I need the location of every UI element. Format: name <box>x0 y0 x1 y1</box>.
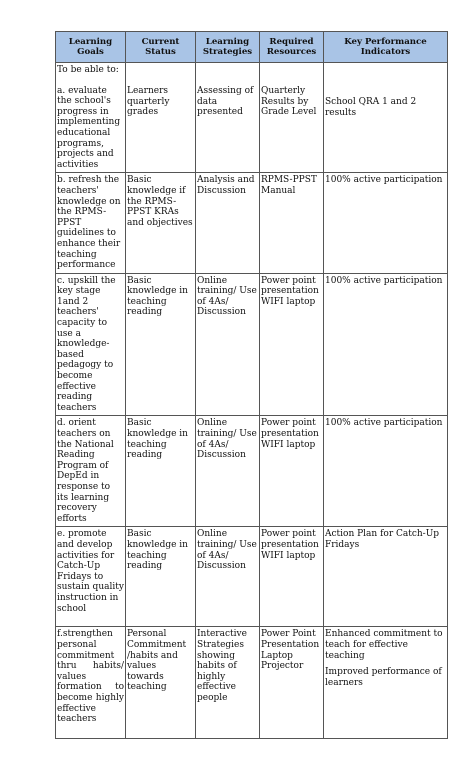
strategy-text: Online training/ Use of 4As/ Discussion <box>197 275 257 318</box>
goal-cell <box>56 627 126 739</box>
status-cell <box>126 63 196 173</box>
resources-cell <box>260 273 324 416</box>
intro-text: To be able to: <box>57 65 119 75</box>
kpi-cell <box>324 416 448 527</box>
kpi-text: Action Plan for Catch-Up Fridays <box>325 529 440 550</box>
goal-cell <box>56 173 126 273</box>
resources-cell <box>260 63 324 173</box>
goal-cell <box>56 527 126 627</box>
table-row <box>56 627 448 739</box>
status-text: Basic knowledge in teaching reading <box>127 275 188 318</box>
action-plan-table <box>55 31 448 739</box>
status-text: Basic knowledge if the RPMS-PPST KRAs and objectives <box>127 175 193 228</box>
resources-text: Power Point Presentation Laptop Projector <box>261 629 320 672</box>
goal-text: b. refresh the teachers' knowledge on the RPMS-PPST guidelines to enhance their teaching performance <box>57 175 121 271</box>
kpi-text: 100% active participation <box>325 275 443 286</box>
strategy-cell <box>196 416 260 527</box>
status-text: Basic knowledge in teaching reading <box>127 418 188 461</box>
strategy-cell <box>196 527 260 627</box>
kpi-text-2: Improved performance of learners <box>325 667 442 688</box>
status-text: Basic knowledge in teaching reading <box>127 529 188 572</box>
kpi-text: 100% active participation <box>325 418 443 429</box>
resources-text: Power point presentation WIFI laptop <box>261 275 319 307</box>
goal-cell <box>56 416 126 527</box>
kpi-text: School QRA 1 and 2 results <box>325 97 417 118</box>
kpi-text: Enhanced commitment to teach for effective teaching <box>325 629 443 661</box>
strategy-cell <box>196 63 260 173</box>
status-cell <box>126 527 196 627</box>
strategy-text: Online training/ Use of 4As/ Discussion <box>197 418 257 461</box>
status-cell <box>126 627 196 739</box>
resources-cell <box>260 416 324 527</box>
strategy-text: Analysis and Discussion <box>197 175 255 196</box>
header-kpi: Key Performance Indicators <box>324 32 448 63</box>
status-cell <box>126 273 196 416</box>
status-text: Personal Commitment /habits and values towards teaching <box>127 629 187 693</box>
goal-text: f.strengthen personal commitment thru habits/ values formation to become highly effective teachers <box>57 629 124 725</box>
table-row <box>56 173 448 273</box>
strategy-cell <box>196 173 260 273</box>
resources-text: RPMS-PPST Manual <box>261 175 317 196</box>
status-cell <box>126 416 196 527</box>
resources-text: Power point presentation WIFI laptop <box>261 529 319 561</box>
header-current-status: Current Status <box>126 32 196 63</box>
header-learning-goals: Learning Goals <box>56 32 126 63</box>
header-required-resources: Required Resources <box>260 32 324 63</box>
strategy-text: Interactive Strategies showing habits of highly effective people <box>197 629 247 703</box>
kpi-cell <box>324 173 448 273</box>
resources-text: Power point presentation WIFI laptop <box>261 418 319 450</box>
goal-text: d. orient teachers on the National Reading Program of DepEd in response to its learning recovery efforts <box>57 418 114 524</box>
goal-cell <box>56 273 126 416</box>
strategy-cell <box>196 627 260 739</box>
table-row <box>56 416 448 527</box>
status-text: Learners quarterly grades <box>127 86 170 118</box>
resources-text: Quarterly Results by Grade Level <box>261 86 317 118</box>
header-row <box>56 32 448 63</box>
strategy-cell <box>196 273 260 416</box>
table-row <box>56 273 448 416</box>
kpi-cell <box>324 273 448 416</box>
strategy-text: Online training/ Use of 4As/ Discussion <box>197 529 257 572</box>
goal-cell <box>56 63 126 173</box>
kpi-cell <box>324 627 448 739</box>
resources-cell <box>260 627 324 739</box>
table-row <box>56 63 448 173</box>
kpi-text: 100% active participation <box>325 175 443 186</box>
kpi-cell <box>324 527 448 627</box>
resources-cell <box>260 527 324 627</box>
strategy-text: Assessing of data presented <box>197 86 254 118</box>
kpi-cell <box>324 63 448 173</box>
status-cell <box>126 173 196 273</box>
resources-cell <box>260 173 324 273</box>
goal-text: c. upskill the key stage 1and 2 teachers' capacity to use a knowledge-based pedagogy to become effective reading teachers <box>57 275 116 413</box>
table-row <box>56 527 448 627</box>
goal-text: a. evaluate the school's progress in implementing educational programs, projects and activities <box>57 85 121 170</box>
header-learning-strategies: Learning Strategies <box>196 32 260 63</box>
goal-text: e. promote and develop activities for Catch-Up Fridays to sustain quality instruction in school <box>57 529 124 614</box>
